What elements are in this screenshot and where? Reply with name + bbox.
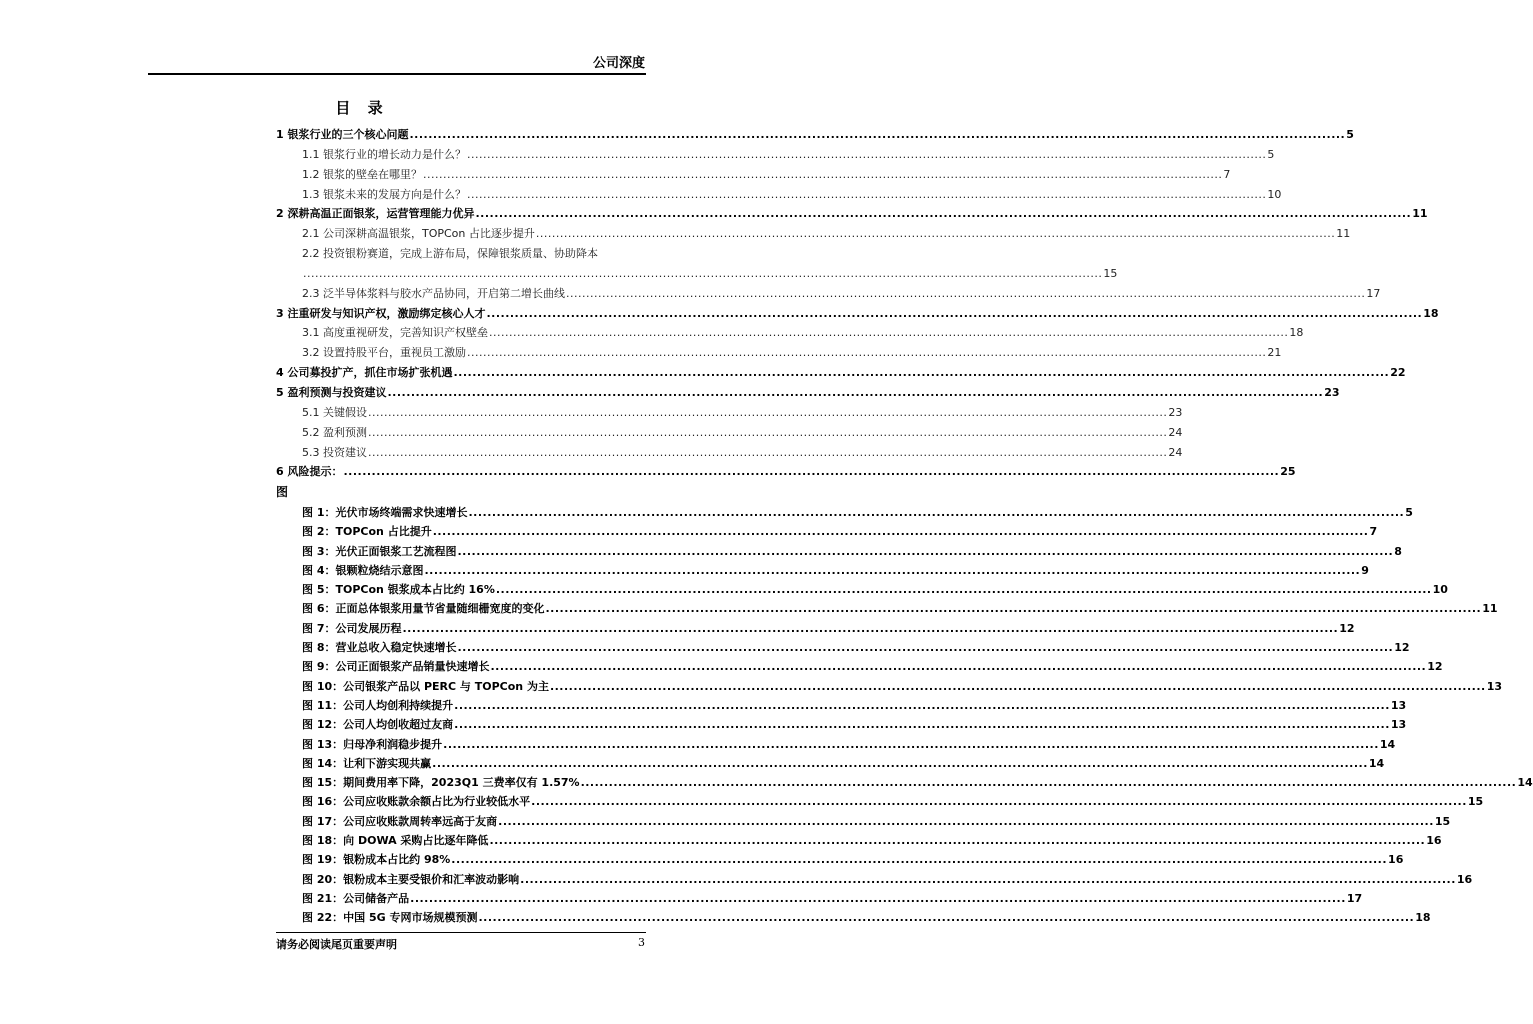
dot-leader: ........................................................................................................................................................................................................ (549, 679, 1486, 693)
toc-entry-page: 12 (1394, 641, 1410, 655)
toc-entry-page: 5 (1405, 506, 1413, 519)
toc-entry-page: 9 (1361, 563, 1369, 577)
toc-entry-label: 图 13：归母净利润稳步提升 (302, 737, 443, 751)
toc-entry-label: 5.3 投资建议 (302, 445, 367, 459)
toc-entry-page: 18 (1423, 306, 1439, 320)
dot-leader: ........................................................................................................................................................................................................ (489, 326, 1289, 340)
dot-leader: ........................................................................................................................................................................................................ (495, 583, 1432, 597)
figure-entry[interactable] (302, 561, 1369, 580)
dot-leader: ........................................................................................................................................................................................................ (368, 445, 1168, 459)
toc-entry-page: 12 (1339, 621, 1355, 635)
toc-entry[interactable] (276, 204, 1428, 224)
toc-entry-label: 1 银浆行业的三个核心问题 (276, 128, 409, 141)
toc-entry-label: 1.3 银浆未来的发展方向是什么？ (302, 187, 466, 201)
figure-entry[interactable] (302, 619, 1355, 638)
toc-entry-label: 图 12：公司人均创收超过友商 (302, 718, 454, 732)
toc-entry-label: 图 6：正面总体银浆用量节省量随细栅宽度的变化 (302, 602, 545, 616)
toc-entry[interactable] (276, 323, 1304, 343)
figure-entry[interactable] (302, 773, 1533, 792)
figure-entry[interactable] (302, 580, 1448, 599)
figure-entry[interactable] (302, 715, 1407, 734)
toc-entry-label: 图 8：营业总收入稳定快速增长 (302, 641, 457, 655)
toc-entry-page: 21 (1267, 346, 1282, 360)
dot-leader: ........................................................................................................................................................................................................ (368, 425, 1168, 439)
dot-leader: ........................................................................................................................................................................................................ (535, 227, 1336, 241)
toc-entry-label: 图 10：公司银浆产品以 PERC 与 TOPCon 为主 (302, 679, 549, 693)
toc-entry-page: 5 (1267, 147, 1275, 161)
dot-leader: ........................................................................................................................................................................................................ (451, 853, 1388, 867)
toc-entry-page: 7 (1223, 167, 1231, 181)
toc-entry-page: 23 (1324, 385, 1340, 399)
toc-entry-page: 14 (1517, 776, 1533, 790)
figure-entry[interactable] (302, 889, 1363, 908)
dot-leader: ........................................................................................................................................................................................................ (531, 795, 1467, 809)
toc-entry-page: 15 (1467, 795, 1484, 809)
toc-entry-page: 18 (1415, 911, 1431, 925)
toc-entry-label: 图 21：公司储备产品 (302, 891, 410, 905)
toc-entry-page: 18 (1289, 326, 1304, 340)
toc-entry-label: 图 20：银粉成本主要受银价和汇率波动影响 (302, 872, 520, 886)
figure-entry[interactable] (302, 754, 1385, 773)
dot-leader: ........................................................................................................................................................................................................ (457, 544, 1394, 558)
toc-entry-page: 24 (1168, 445, 1183, 459)
toc-entry-page: 13 (1390, 718, 1407, 732)
toc-entry-page: 10 (1267, 187, 1282, 201)
toc-entry[interactable] (276, 462, 1296, 482)
dot-leader: ........................................................................................................................................................................................................ (467, 187, 1267, 201)
figure-entry[interactable] (302, 503, 1413, 522)
figure-entry[interactable] (302, 735, 1396, 754)
dot-leader: ........................................................................................................................................................................................................ (343, 465, 1280, 479)
toc-entry-label: 图 5：TOPCon 银浆成本占比约 16% (302, 583, 495, 597)
figure-entry[interactable] (302, 542, 1402, 561)
dot-leader: ........................................................................................................................................................................................................ (545, 602, 1482, 616)
toc-entry-label: 图 14：让利下游实现共赢 (302, 756, 432, 770)
toc-entry-label: 3.1 高度重视研发，完善知识产权壁垒 (302, 326, 488, 340)
toc-entry-page: 5 (1346, 128, 1354, 141)
dot-leader: ........................................................................................................................................................................................................ (453, 366, 1390, 380)
toc-entry[interactable] (276, 423, 1183, 443)
figure-entry[interactable] (302, 850, 1404, 869)
toc-entry-label: 5.2 盈利预测 (302, 425, 367, 439)
toc-entry-page: 16 (1388, 853, 1404, 867)
footer-rule (276, 932, 646, 933)
toc-entry-label: 图 16：公司应收账款余额占比为行业较低水平 (302, 795, 531, 809)
toc-entry-label: 图 2：TOPCon 占比提升 (302, 525, 432, 539)
toc-entry-label[interactable]: 2.2 投资银粉赛道，完成上游布局，保障银浆质量、协助降本 (302, 247, 598, 261)
toc-entry[interactable] (276, 443, 1183, 463)
toc-entry-label: 图 22：中国 5G 专网市场规模预测 (302, 911, 478, 925)
toc-entry[interactable] (276, 284, 1381, 304)
dot-leader: ........................................................................................................................................................................................................ (475, 207, 1412, 221)
toc-entry[interactable] (276, 165, 1231, 185)
toc-entry-label: 2.1 公司深耕高温银浆，TOPCon 占比逐步提升 (302, 227, 535, 241)
toc-entry-page: 25 (1280, 465, 1296, 479)
toc-entry-page: 22 (1390, 366, 1406, 380)
toc-entry-page: 7 (1369, 525, 1378, 539)
toc-entry-label: 图 17：公司应收账款周转率远高于友商 (302, 814, 498, 828)
dot-leader: ........................................................................................................................................................................................................ (498, 814, 1434, 828)
toc-entry-page: 11 (1412, 207, 1428, 221)
dot-leader: ........................................................................................................................................................................................................ (489, 834, 1426, 848)
toc-entry-page: 17 (1346, 891, 1363, 905)
toc-entry-page: 14 (1379, 737, 1396, 751)
figure-entry[interactable] (302, 792, 1484, 811)
figure-list (302, 503, 1533, 928)
figures-heading: 图 (276, 485, 289, 499)
toc-entry-label: 4 公司募投扩产，抓住市场扩张机遇 (276, 366, 453, 380)
toc-entry-label: 图 4：银颗粒烧结示意图 (302, 563, 424, 577)
dot-leader: ........................................................................................................................................................................................................ (468, 506, 1405, 519)
toc-entry-page: 17 (1366, 286, 1381, 300)
toc-entry[interactable] (276, 264, 1118, 284)
dot-leader: ........................................................................................................................................................................................................ (454, 718, 1390, 732)
dot-leader: ........................................................................................................................................................................................................ (368, 405, 1168, 419)
footer-notice: 请务必阅读尾页重要声明 (276, 938, 397, 951)
dot-leader: ........................................................................................................................................................................................................ (443, 737, 1379, 751)
toc-entry-label: 图 19：银粉成本占比约 98% (302, 853, 451, 867)
toc-entry-page: 13 (1390, 698, 1407, 712)
toc-entry-label: 3 注重研发与知识产权，激励绑定核心人才 (276, 306, 486, 320)
dot-leader: ........................................................................................................................................................................................................ (303, 266, 1103, 280)
dot-leader: ........................................................................................................................................................................................................ (486, 306, 1423, 320)
figure-entry[interactable] (302, 599, 1498, 618)
figure-entry[interactable] (302, 522, 1378, 541)
dot-leader: ........................................................................................................................................................................................................ (457, 641, 1394, 655)
dot-leader: ........................................................................................................................................................................................................ (580, 776, 1517, 790)
dot-leader: ........................................................................................................................................................................................................ (566, 286, 1366, 300)
table-of-contents (276, 125, 1439, 482)
dot-leader: ........................................................................................................................................................................................................ (409, 128, 1346, 141)
toc-entry-label: 图 18：向 DOWA 采购占比逐年降低 (302, 834, 489, 848)
dot-leader: ........................................................................................................................................................................................................ (432, 756, 1368, 770)
toc-entry-page: 14 (1368, 756, 1385, 770)
toc-entry[interactable] (276, 343, 1282, 363)
toc-entry[interactable] (276, 304, 1439, 324)
dot-leader: ........................................................................................................................................................................................................ (423, 167, 1223, 181)
toc-entry-label: 2 深耕高温正面银浆，运营管理能力优异 (276, 207, 475, 221)
toc-entry-page: 23 (1168, 405, 1183, 419)
dot-leader: ........................................................................................................................................................................................................ (432, 525, 1369, 539)
figure-entry[interactable] (302, 638, 1410, 657)
dot-leader: ........................................................................................................................................................................................................ (478, 911, 1415, 925)
dot-leader: ........................................................................................................................................................................................................ (520, 872, 1456, 886)
dot-leader: ........................................................................................................................................................................................................ (467, 147, 1267, 161)
dot-leader: ........................................................................................................................................................................................................ (454, 698, 1390, 712)
dot-leader: ........................................................................................................................................................................................................ (467, 346, 1267, 360)
toc-entry-label: 图 15：期间费用率下降，2023Q1 三费率仅有 1.57% (302, 776, 580, 790)
toc-entry-page: 12 (1427, 660, 1443, 674)
footer-page-number: 3 (638, 936, 645, 949)
toc-entry-page: 10 (1432, 583, 1448, 597)
toc-entry-page: 11 (1482, 602, 1498, 616)
toc-entry-label: 5.1 关键假设 (302, 405, 367, 419)
toc-entry-label: 6 风险提示： (276, 465, 343, 479)
toc-entry[interactable] (276, 224, 1351, 244)
toc-entry-label: 图 9：公司正面银浆产品销量快速增长 (302, 660, 490, 674)
figure-entry[interactable] (302, 677, 1503, 696)
dot-leader: ........................................................................................................................................................................................................ (424, 563, 1361, 577)
toc-entry-page: 16 (1426, 834, 1442, 848)
toc-entry-page: 16 (1456, 872, 1473, 886)
toc-entry-label: 图 1：光伏市场终端需求快速增长 (302, 506, 468, 519)
toc-entry-label: 图 11：公司人均创利持续提升 (302, 698, 454, 712)
dot-leader: ........................................................................................................................................................................................................ (490, 660, 1427, 674)
dot-leader: ........................................................................................................................................................................................................ (410, 891, 1346, 905)
toc-heading: 目 录 (335, 99, 389, 117)
dot-leader: ........................................................................................................................................................................................................ (387, 385, 1324, 399)
figure-entry[interactable] (302, 657, 1443, 676)
toc-entry[interactable] (276, 145, 1275, 165)
toc-entry-label: 2.3 泛半导体浆料与胶水产品协同，开启第二增长曲线 (302, 286, 565, 300)
toc-entry[interactable] (276, 403, 1183, 423)
page-header-title: 公司深度 (592, 56, 645, 71)
toc-entry-label: 1.1 银浆行业的增长动力是什么？ (302, 147, 466, 161)
figure-entry[interactable] (302, 870, 1473, 889)
toc-entry[interactable] (276, 383, 1340, 403)
dot-leader: ........................................................................................................................................................................................................ (402, 621, 1339, 635)
toc-entry-label: 1.2 银浆的壁垒在哪里？ (302, 167, 422, 181)
toc-entry[interactable] (276, 185, 1282, 205)
figure-entry[interactable] (302, 831, 1442, 850)
toc-entry-page: 24 (1168, 425, 1183, 439)
toc-entry-label: 5 盈利预测与投资建议 (276, 385, 387, 399)
toc-entry-label: 图 7：公司发展历程 (302, 621, 402, 635)
figure-entry[interactable] (302, 696, 1407, 715)
toc-entry[interactable] (276, 363, 1406, 383)
figure-entry[interactable] (302, 908, 1431, 927)
toc-entry-page: 15 (1434, 814, 1451, 828)
toc-entry-page: 11 (1336, 227, 1351, 241)
header-rule (148, 73, 646, 75)
toc-entry-page: 15 (1103, 266, 1118, 280)
toc-entry-page: 8 (1394, 544, 1402, 558)
toc-entry-label: 3.2 设置持股平台，重视员工激励 (302, 346, 466, 360)
toc-entry[interactable] (276, 125, 1354, 145)
toc-entry-label: 图 3：光伏正面银浆工艺流程图 (302, 544, 457, 558)
figure-entry[interactable] (302, 812, 1451, 831)
toc-entry-page: 13 (1486, 679, 1503, 693)
